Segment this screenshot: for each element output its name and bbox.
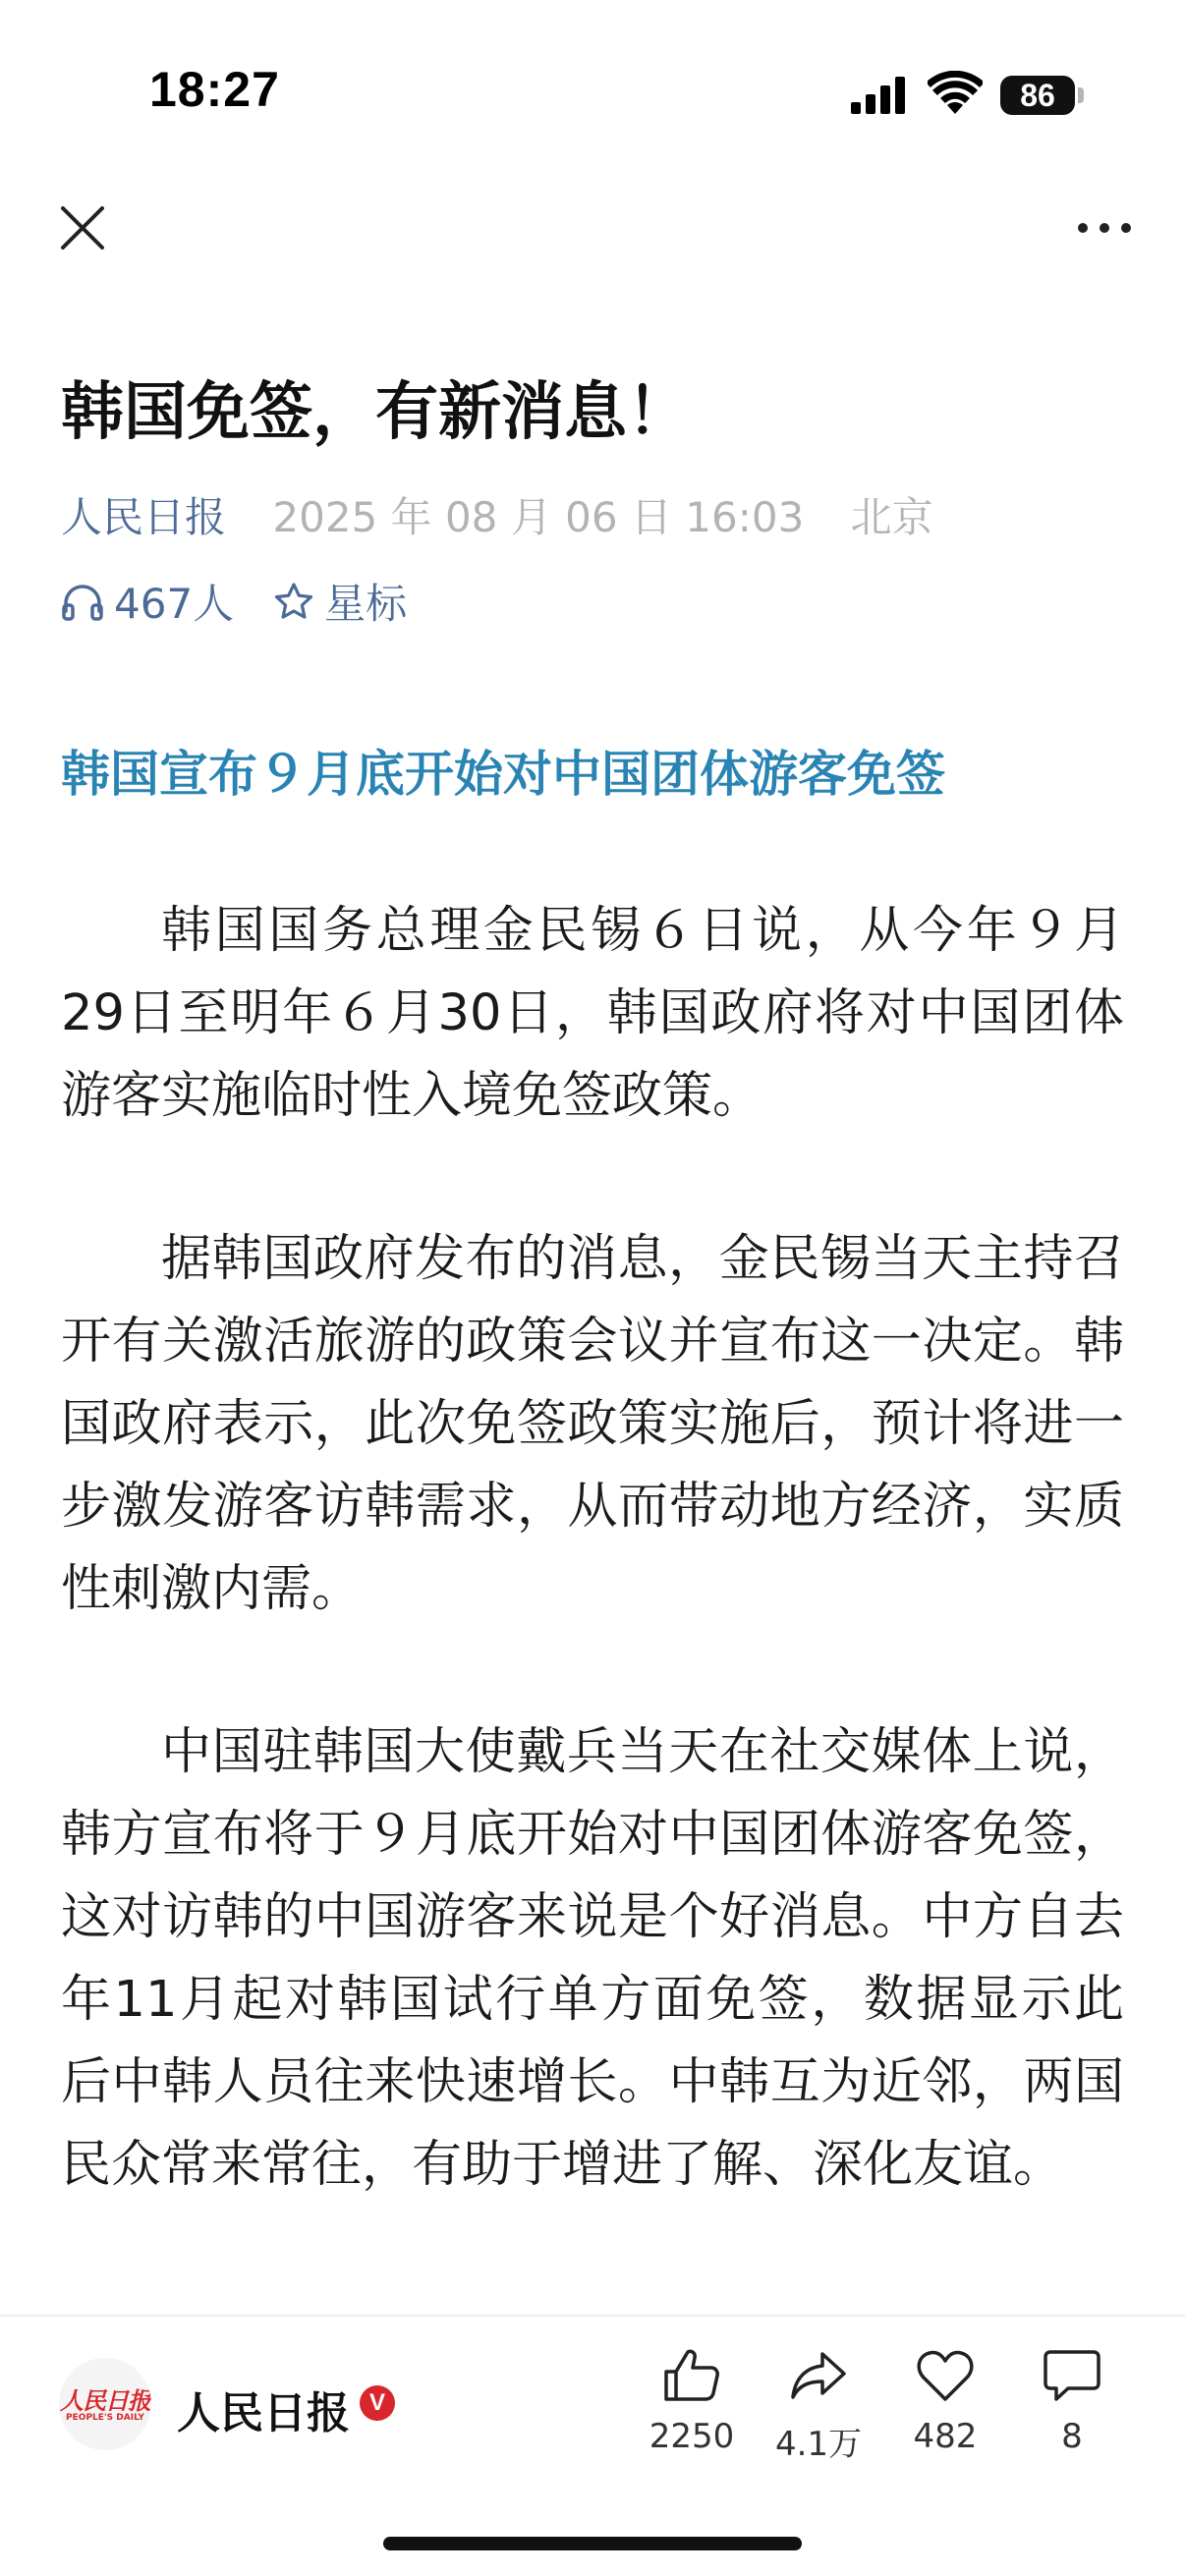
status-time: 18:27	[149, 62, 280, 117]
favorite-button[interactable]	[886, 2348, 1004, 2456]
like-count: 2250	[649, 2417, 735, 2456]
heart-icon	[916, 2348, 975, 2403]
battery-icon: 86	[1000, 76, 1075, 115]
account-name[interactable]: 人民日报	[177, 2388, 350, 2438]
publish-location: 北京	[850, 493, 933, 541]
logo-subtext: PEOPLE'S DAILY	[66, 2413, 144, 2423]
like-button[interactable]	[633, 2348, 751, 2456]
battery-cap	[1078, 87, 1084, 103]
article-paragraph	[61, 1711, 1124, 2207]
home-indicator[interactable]	[383, 2537, 802, 2550]
star-button-label[interactable]: 星标	[324, 580, 408, 628]
article-subheading: 韩国宣布９月底开始对中国团体游客免签	[61, 746, 945, 803]
headphones-icon[interactable]	[61, 582, 104, 621]
article-title: 韩国免签，有新消息！	[61, 376, 690, 449]
share-count: 4.1万	[774, 2425, 863, 2464]
article-stats	[61, 572, 407, 631]
star-icon[interactable]	[273, 582, 314, 621]
article-meta	[61, 485, 933, 544]
comment-button[interactable]	[1013, 2348, 1131, 2456]
account-avatar[interactable]	[59, 2358, 151, 2450]
share-arrow-icon	[789, 2348, 848, 2403]
publish-date: 2025 年 08 月 06 日 16:03	[272, 493, 805, 541]
verified-badge: V	[360, 2385, 395, 2421]
comment-count: 8	[1061, 2417, 1083, 2456]
article-paragraph	[61, 890, 1124, 1138]
bottom-divider	[0, 2315, 1185, 2317]
favorite-count: 482	[913, 2417, 978, 2456]
more-icon[interactable]	[1075, 218, 1134, 238]
signal-icon	[851, 77, 908, 114]
comment-bubble-icon	[1043, 2348, 1101, 2403]
thumbs-up-icon	[662, 2348, 721, 2403]
close-icon[interactable]	[59, 204, 106, 252]
share-button[interactable]	[760, 2348, 877, 2465]
paragraph-text: 韩国国务总理金民锡６日说，从今年９月29日至明年６月30日，韩国政府将对中国团体游客实施临时性入境免签政策。	[61, 902, 1124, 1125]
article-paragraph	[61, 1218, 1124, 1631]
status-bar	[0, 0, 1185, 196]
source-link[interactable]: 人民日报	[61, 493, 227, 541]
paragraph-text: 中国驻韩国大使戴兵当天在社交媒体上说，韩方宣布将于９月底开始对中国团体游客免签，这对访韩的中国游客来说是个好消息。中方自去年11月起对韩国试行单方面免签，数据显示此后中韩人员往来快速增长。中韩互为近邻，两国民众常来常往，有助于增进了解、深化友谊。	[61, 1723, 1124, 2194]
wifi-icon	[928, 71, 983, 114]
logo-text: 人民日报	[60, 2386, 150, 2415]
listener-count: 467人	[114, 580, 235, 628]
paragraph-text: 据韩国政府发布的消息，金民锡当天主持召开有关激活旅游的政策会议并宣布这一决定。韩国政府表示，此次免签政策实施后，预计将进一步激发游客访韩需求，从而带动地方经济，实质性刺激内需。	[61, 1230, 1124, 1618]
